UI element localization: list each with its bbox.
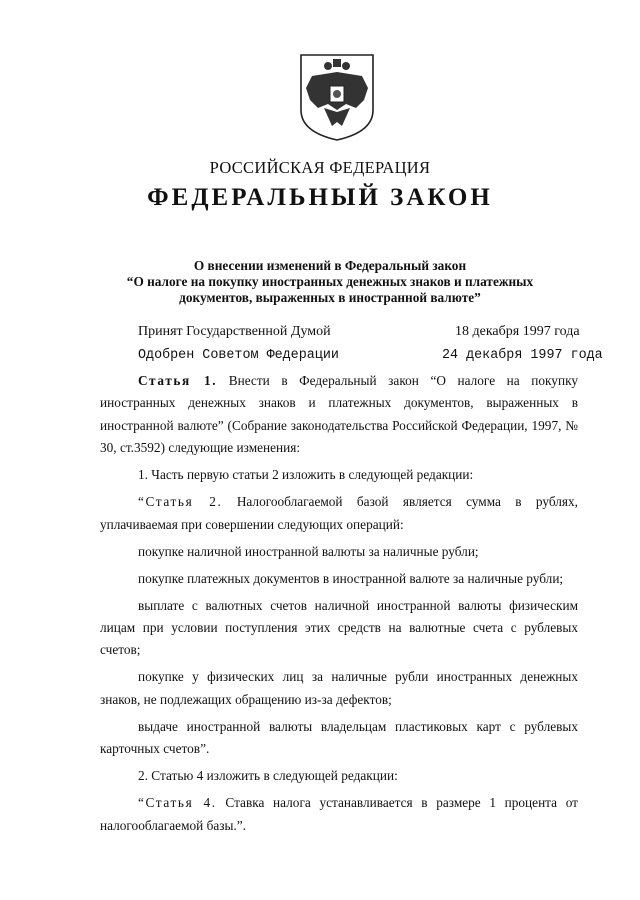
duma-adoption-date: 18 декабря 1997 года [455,324,580,339]
council-approval-label: Одобрен Советом Федерации [138,348,339,363]
law-title-line: “О налоге на покупку иностранных денежных знаков и платежных [126,274,534,289]
law-body [100,370,578,842]
article-1-text: Внести в Федеральный закон “О налоге на покупку иностранных денежных знаков и платежных документов, выраженных в иностранной валюте” (Собрание законодательства Российской Федерации, 1997, № 30, ст.3592) следующие изменения: [100,373,578,456]
article-1-label: Статья 1. [138,373,218,388]
item-1-paragraph: 1. Часть первую статьи 2 изложить в следующей редакции: [138,467,474,483]
operation-item: покупке у физических лиц за наличные рубли иностранных денежных знаков, не подлежащих обращению из-за дефектов; [100,669,578,707]
duma-adoption-label: Принят Государственной Думой [138,324,331,339]
operation-item: покупке платежных документов в иностранной валюте за наличные рубли; [138,570,564,586]
item-2-paragraph: 2. Статью 4 изложить в следующей редакции: [138,768,398,784]
council-approval-date: 24 декабря 1997 года [442,348,603,363]
article-2-quote [100,491,578,536]
article-1-paragraph [100,370,578,460]
operation-item: выдаче иностранной валюты владельцам пластиковых карт с рублевых карточных счетов”. [100,718,578,757]
article-2-text: Налогооблагаемой базой является сумма в рублях, уплачиваемая при совершении следующих операций: [100,494,579,532]
article-2-label: “Статья 2. [138,494,223,510]
law-title [60,258,600,306]
law-title-line: О внесении изменений в Федеральный закон [193,258,467,273]
article-4-quote [100,792,578,837]
article-4-text: Ставка налога устанавливается в размере 1 процента от налогооблагаемой базы.”. [100,795,578,833]
law-type-heading: ФЕДЕРАЛЬНЫЙ ЗАКОН [147,184,493,211]
country-name: РОССИЙСКАЯ ФЕДЕРАЦИЯ [209,158,431,177]
coat-of-arms-icon [298,52,376,142]
operation-item: выплате с валютных счетов наличной иностранной валюты физическим лицам при условии поступления этих средств на валютные счета с рублевых счетов; [100,597,578,658]
article-4-label: “Статья 4. [138,795,217,811]
law-title-line: документов, выраженных в иностранной валюте” [179,290,481,305]
operation-item: покупке наличной иностранной валюты за наличные рубли; [138,543,479,559]
